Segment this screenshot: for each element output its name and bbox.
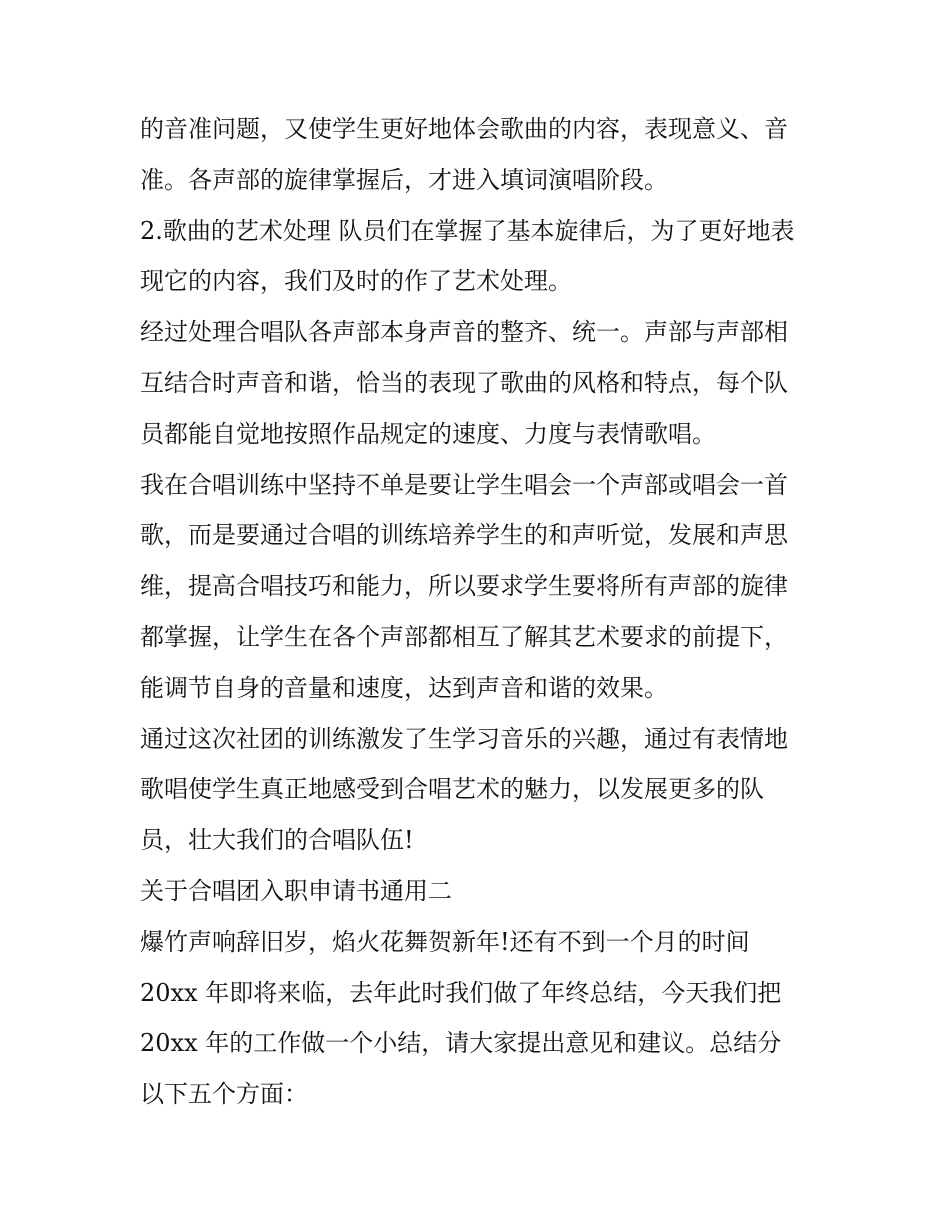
document-body	[140, 104, 820, 1120]
text-line: 员，壮大我们的合唱队伍!	[140, 826, 414, 855]
text-line: 维，提高合唱技巧和能力，所以要求学生要将所有声部的旋律	[140, 572, 788, 601]
text-line: 2.歌曲的艺术处理 队员们在掌握了基本旋律后，为了更好地表	[140, 216, 795, 245]
text-line: 爆竹声响辞旧岁，焰火花舞贺新年!还有不到一个月的时间	[140, 927, 750, 956]
text-line: 互结合时声音和谐，恰当的表现了歌曲的风格和特点，每个队	[140, 368, 788, 397]
text-line: 通过这次社团的训练激发了生学习音乐的兴趣，通过有表情地	[140, 724, 788, 753]
text-line: 我在合唱训练中坚持不单是要让学生唱会一个声部或唱会一首	[140, 470, 788, 499]
text-line: 20xx 年即将来临，去年此时我们做了年终总结，今天我们把	[140, 978, 782, 1007]
text-line: 经过处理合唱队各声部本身声音的整齐、统一。声部与声部相	[140, 318, 788, 347]
text-line: 以下五个方面：	[140, 1080, 308, 1109]
text-line: 歌，而是要通过合唱的训练培养学生的和声听觉，发展和声思	[140, 521, 788, 550]
text-line: 的音准问题，又使学生更好地体会歌曲的内容，表现意义、音	[140, 115, 788, 143]
text-line: 现它的内容，我们及时的作了艺术处理。	[140, 267, 572, 296]
text-line: 歌唱使学生真正地感受到合唱艺术的魅力，以发展更多的队	[140, 775, 764, 804]
text-line: 能调节自身的音量和速度，达到声音和谐的效果。	[140, 673, 668, 702]
text-line: 20xx 年的工作做一个小结，请大家提出意见和建议。总结分	[140, 1029, 782, 1058]
text-line: 都掌握，让学生在各个声部都相互了解其艺术要求的前提下，	[140, 622, 788, 651]
section-heading: 关于合唱团入职申请书通用二	[140, 876, 452, 905]
text-line: 准。各声部的旋律掌握后，才进入填词演唱阶段。	[140, 165, 668, 194]
text-line: 员都能自觉地按照作品规定的速度、力度与表情歌唱。	[140, 419, 716, 448]
